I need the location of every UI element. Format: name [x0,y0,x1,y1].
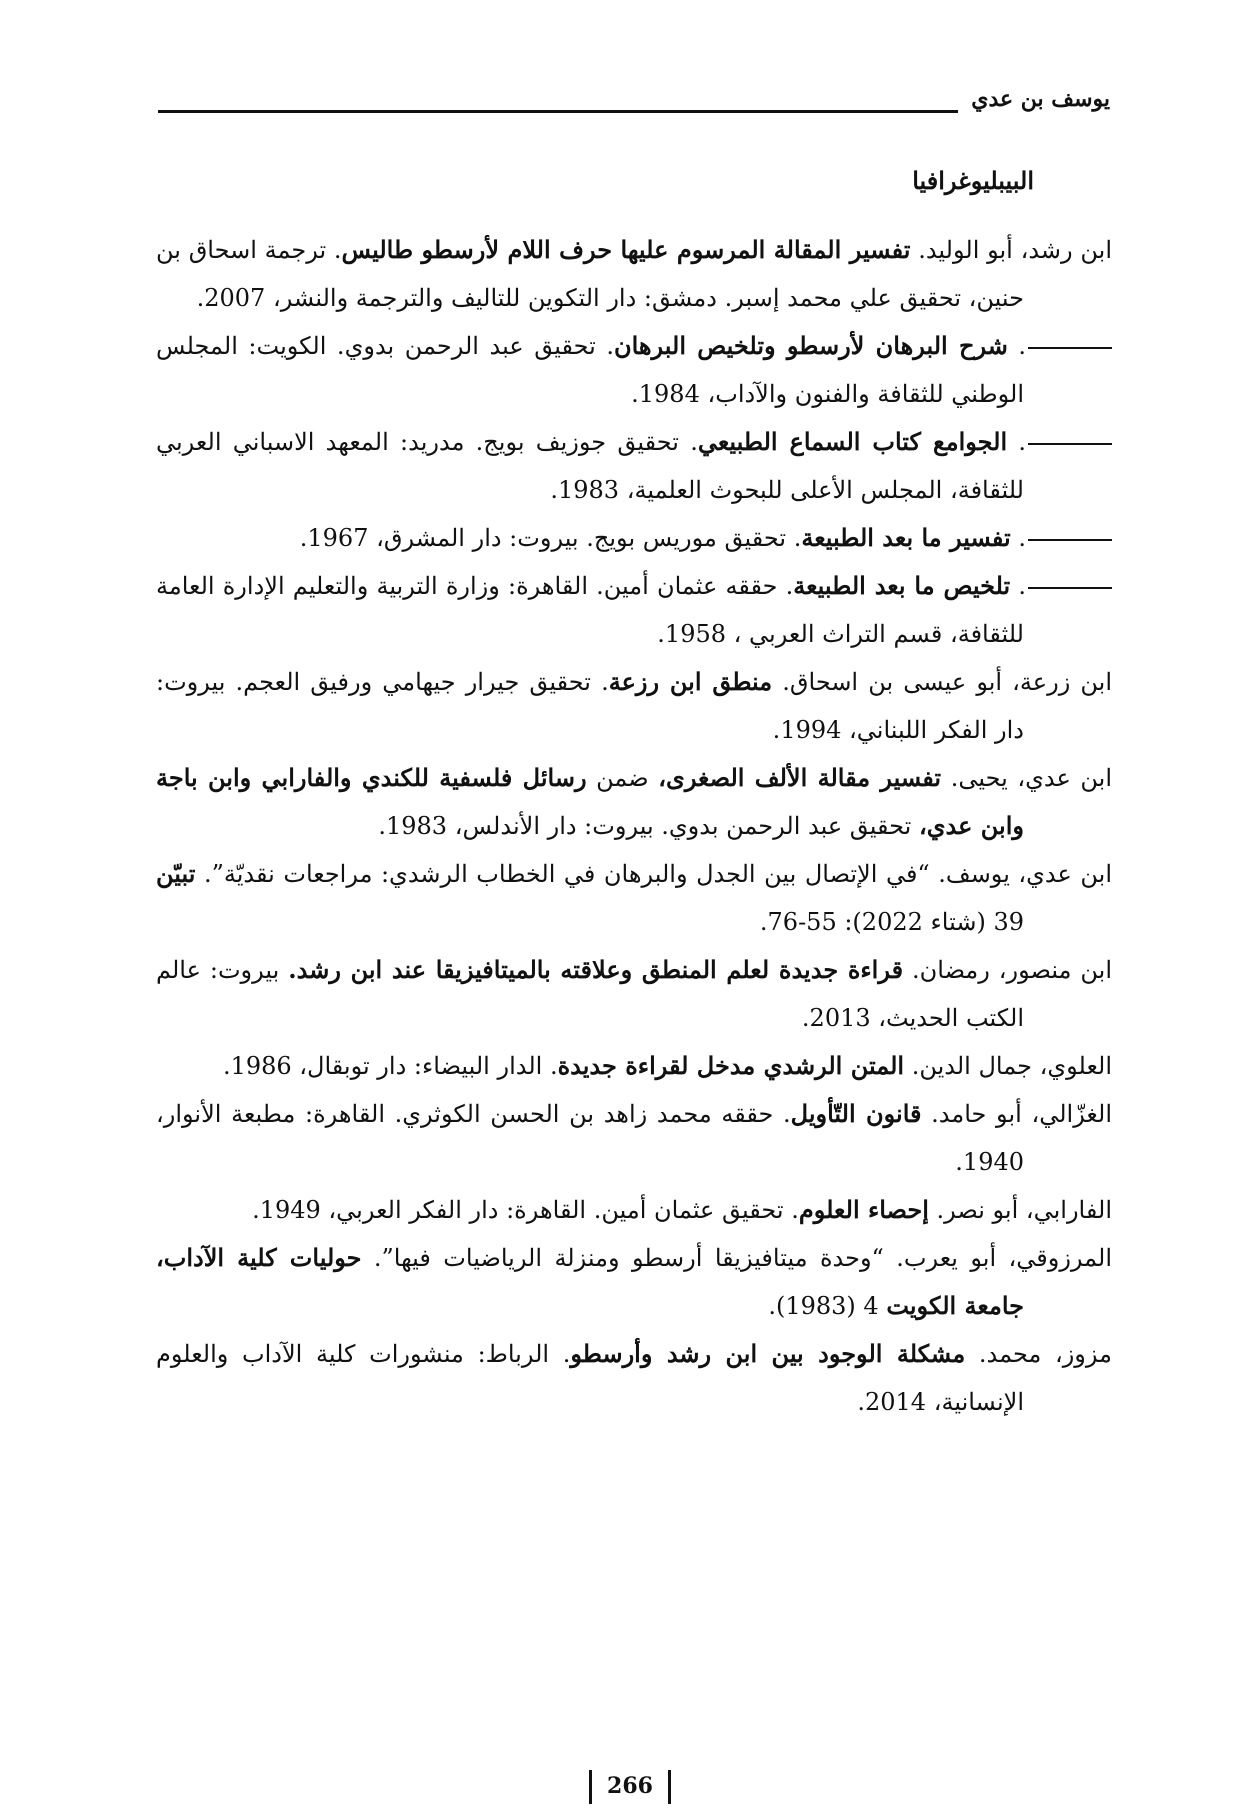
bibliography-entry [156,658,1112,754]
entry-text: . الدار البيضاء: دار توبقال، 1986. [222,1052,558,1080]
entry-text: مزوز، محمد. [965,1340,1112,1368]
entry-text: ضمن [586,764,659,792]
header-author: يوسف بن عدي [971,86,1110,112]
entry-text: بيروت: عالم الكتب الحديث، 2013. [156,956,1024,1032]
entry-text: . [1010,572,1027,600]
bibliography-entry [156,1186,1112,1234]
bibliography-entry [156,1330,1112,1426]
bibliography-entry [156,1090,1112,1186]
entry-text: تحقيق عبد الرحمن بدوي. بيروت: دار الأندلس، 1983. [378,812,919,840]
entry-text: . تحقيق عبد الرحمن بدوي. الكويت: المجلس الوطني للثقافة والفنون والآداب، 1984. [156,332,1024,408]
page-number-box [0,1768,1260,1808]
entry-title-bold: حوليات كلية الآداب، جامعة الكويت [156,1243,1024,1320]
entry-title-bold: تلخيص ما بعد الطبيعة [793,571,1011,600]
entry-title-bold: رسائل فلسفية للكندي والفارابي وابن باجة وابن عدي، [156,763,1024,840]
entry-text: . [1007,332,1026,360]
entry-text: 39 (شتاء 2022): 55-76. [759,908,1024,936]
bibliography-entry [156,1234,1112,1330]
bibliography-entry [156,514,1112,562]
entry-text: ابن رشد، أبو الوليد. [910,236,1112,264]
entry-title-bold: منطق ابن رزعة [608,667,773,696]
entry-text: الغزّالي، أبو حامد. [921,1100,1112,1128]
entry-text: . [1010,524,1026,552]
entry-title-bold: قراءة جديدة لعلم المنطق وعلاقته بالميتافيزيقا عند ابن رشد. [288,955,904,984]
entry-text: . [1007,428,1026,456]
entry-text: . الرباط: منشورات كلية الآداب والعلوم الإنسانية، 2014. [156,1340,1024,1416]
bibliography-entry [156,226,1112,322]
bibliography-entry [156,322,1112,418]
entry-title-bold: المتن الرشدي مدخل لقراءة جديدة [557,1051,905,1080]
bibliography-entry [156,562,1112,658]
repeat-author-dash [1028,346,1112,349]
header-rule [158,110,958,113]
repeat-author-dash [1028,586,1112,589]
entry-title-bold: تفسير المقالة المرسوم عليها حرف اللام لأرسطو طاليس [341,235,911,264]
entry-text: المرزوقي، أبو يعرب. “وحدة ميتافيزيقا أرسطو ومنزلة الرياضيات فيها”. [361,1244,1113,1272]
entry-title-bold: قانون التّأويل [790,1099,922,1128]
entry-title-bold: مشكلة الوجود بين ابن رشد وأرسطو [570,1339,966,1368]
entry-text: . تحقيق جيرار جيهامي ورفيق العجم. بيروت: دار الفكر اللبناني، 1994. [156,668,1024,744]
entry-title-bold: إحصاء العلوم [798,1195,929,1224]
entry-text: ابن عدي، يوسف. “في الإتصال بين الجدل والبرهان في الخطاب الرشدي: مراجعات نقديّة”. [195,860,1112,888]
entry-title-bold: الجوامع كتاب السماع الطبيعي [697,427,1008,456]
entry-text: . حققه عثمان أمين. القاهرة: وزارة التربية والتعليم الإدارة العامة للثقافة، قسم التراث العربي ، 1958. [156,572,1024,648]
bibliography-entry [156,850,1112,946]
bibliography-entry [156,754,1112,850]
bibliography-list [156,226,1112,1426]
section-title: البيبليوغرافيا [912,166,1034,195]
entry-text: . ترجمة اسحاق بن حنين، تحقيق علي محمد إسبر. دمشق: دار التكوين للتاليف والترجمة والنشر، 2007. [156,236,1024,312]
entry-title-bold: شرح البرهان لأرسطو وتلخيص البرهان [613,331,1008,360]
entry-title-bold: تبيّن [156,859,196,888]
entry-text: . تحقيق جوزيف بويج. مدريد: المعهد الاسباني العربي للثقافة، المجلس الأعلى للبحوث العلمية، 1983. [156,428,1024,504]
bibliography-entry [156,418,1112,514]
entry-text: ابن عدي، يحيى. [941,764,1113,792]
entry-text: ابن منصور، رمضان. [903,956,1112,984]
bibliography-entry [156,946,1112,1042]
page-number-bar-right [668,1770,671,1804]
entry-text: . تحقيق موريس بويج. بيروت: دار المشرق، 1967. [299,524,802,552]
running-header [158,84,1110,120]
entry-text: . تحقيق عثمان أمين. القاهرة: دار الفكر العربي، 1949. [252,1196,799,1224]
entry-text: . حققه محمد زاهد بن الحسن الكوثري. القاهرة: مطبعة الأنوار، 1940. [156,1100,1024,1176]
entry-title-bold: تفسير مقالة الألف الصغرى، [658,763,942,792]
repeat-author-dash [1028,538,1112,541]
entry-title-bold: تفسير ما بعد الطبيعة [801,523,1011,552]
repeat-author-dash [1028,442,1112,445]
page-number-bar-left [589,1770,592,1804]
page-number: 266 [607,1773,653,1799]
entry-text: العلوي، جمال الدين. [904,1052,1112,1080]
entry-text: الفارابي، أبو نصر. [928,1196,1112,1224]
entry-text: 4 (1983). [768,1292,887,1320]
entry-text: ابن زرعة، أبو عيسى بن اسحاق. [772,668,1113,696]
bibliography-entry [156,1042,1112,1090]
